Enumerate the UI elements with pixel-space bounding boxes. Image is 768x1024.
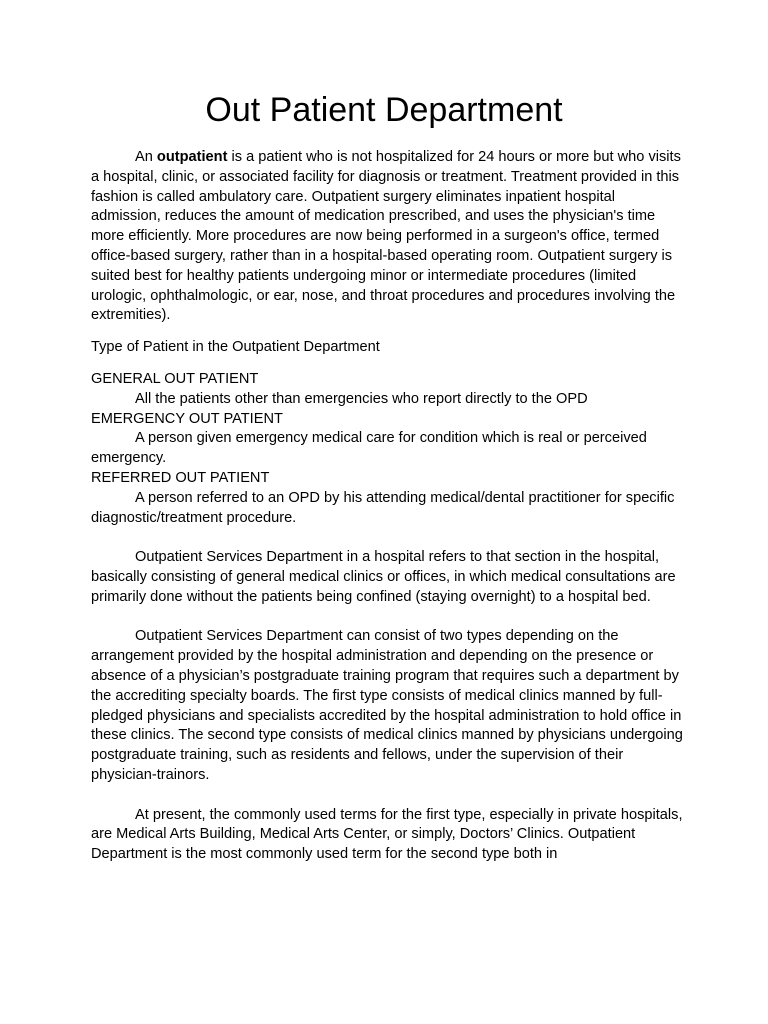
- types-heading: Type of Patient in the Outpatient Department: [91, 339, 380, 356]
- intro-term: outpatient: [156, 149, 228, 165]
- patient-type-name: GENERAL OUT PATIENT: [91, 370, 259, 387]
- intro-paragraph: [91, 148, 683, 326]
- intro-lead: An: [135, 149, 157, 165]
- patient-type-description: A person given emergency medical care for condition which is real or perceived emergency.: [91, 430, 647, 467]
- intro-rest: is a patient who is not hospitalized for 24 hours or more but who visits a hospital, clinic, or associated facility for diagnosis or treatment. Treatment provided in this fashion is called ambulatory care. Outpatient surgery eliminates inpatient hospital admission, reduces the amount of medication prescribed, and uses the physician's time more efficiently. More procedures are now being performed in a surgeon's office, termed office-based surgery, rather than in a hospital-based operating room. Outpatient surgery is suited best for healthy patients undergoing minor or intermediate procedures (limited urologic, ophthalmologic, or ear, nose, and throat procedures and procedures involving the extremities).: [91, 149, 681, 324]
- body-paragraph: At present, the commonly used terms for the first type, especially in private hospitals, are Medical Arts Building, Medical Arts Center, or simply, Doctors’ Clinics. Outpatient Department is the most commonly used term for the second type both in: [91, 806, 683, 863]
- patient-type-name: REFERRED OUT PATIENT: [91, 469, 270, 486]
- patient-type-description: All the patients other than emergencies who report directly to the OPD: [135, 390, 588, 407]
- patient-type-name: EMERGENCY OUT PATIENT: [91, 410, 283, 427]
- patient-type-description: A person referred to an OPD by his attending medical/dental practitioner for specific diagnostic/treatment procedure.: [91, 489, 675, 526]
- body-paragraph: Outpatient Services Department in a hospital refers to that section in the hospital, basically consisting of general medical clinics or offices, in which medical consultations are primarily done without the patients being confined (staying overnight) to a hospital bed.: [91, 549, 676, 605]
- page-title: Out Patient Department: [205, 91, 563, 129]
- document-body: [91, 148, 683, 865]
- body-paragraph: Outpatient Services Department can consist of two types depending on the arrangement provided by the hospital administration and depending on the presence or absence of a physician’s postgraduate training program that requires such a department by the accrediting specialty boards. The first type consists of medical clinics manned by full-pledged physicians and specialists accredited by the hospital administration to hold office in these clinics. The second type consists of medical clinics manned by physicians undergoing postgraduate training, such as residents and fellows, under the supervision of their physician-trainors.: [91, 628, 683, 783]
